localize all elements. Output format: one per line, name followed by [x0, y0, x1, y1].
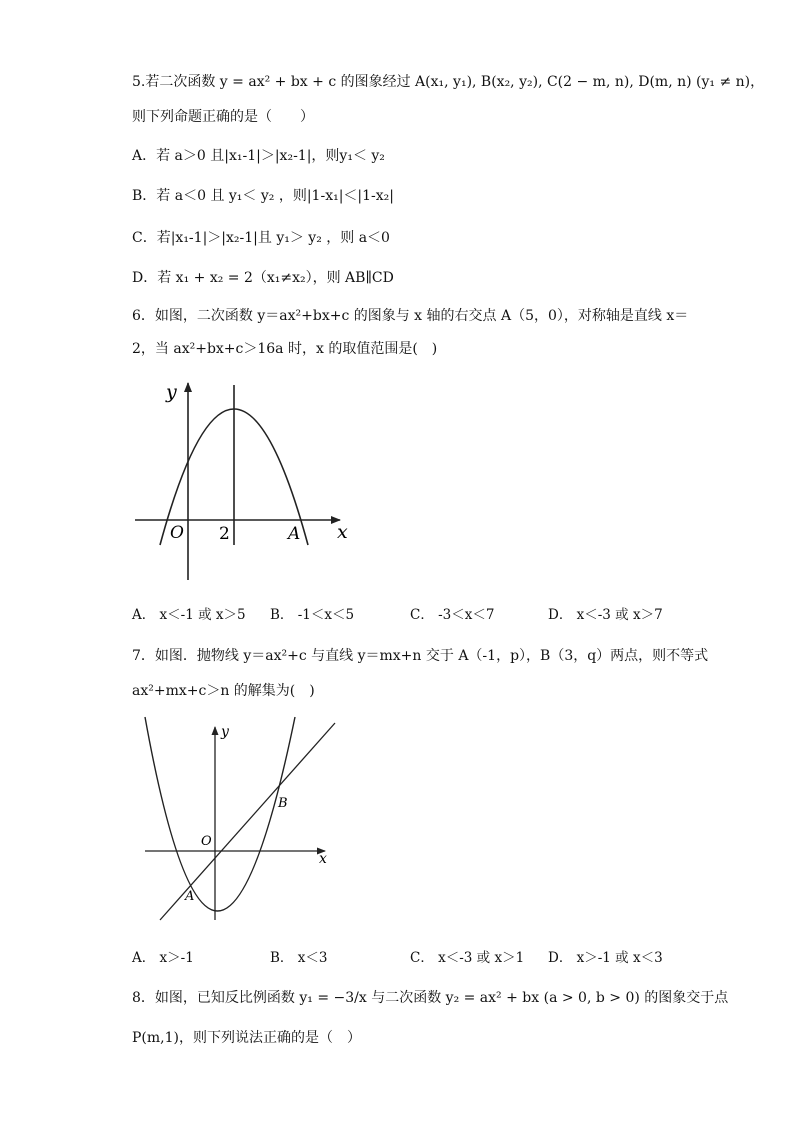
q8-stem: 8．如图，已知反比例函数 y₁ = −3/x 与二次函数 y₂ = ax² + bx (a > 0, b > 0) 的图象交于点	[132, 990, 729, 1006]
q6-option-d[interactable]: D． x＜-3 或 x＞7	[548, 607, 663, 623]
q5-stem: 5.若二次函数 y = ax² + bx + c 的图象经过 A(x₁, y₁), B(x₂, y₂), C(2 − m, n), D(m, n) (y₁ ≠ n)，	[132, 74, 765, 90]
q6-axis-value-label: 2	[219, 524, 230, 544]
q6-option-c[interactable]: C． -3＜x＜7	[410, 607, 495, 623]
q7-options	[132, 946, 672, 966]
q6-y-label: y	[166, 381, 177, 403]
q6-x-label: x	[337, 521, 348, 543]
q7-option-a[interactable]: A． x＞-1	[132, 950, 194, 966]
q6-parabola-figure	[130, 375, 360, 585]
q6-origin-label: O	[170, 523, 184, 543]
q5-stem-2: 则下列命题正确的是（ ）	[132, 109, 314, 125]
q7-origin-label: O	[201, 834, 212, 849]
q6-point-a-label: A	[288, 524, 301, 544]
q7-stem: 7．如图．抛物线 y＝ax²+c 与直线 y＝mx+n 交于 A（-1，p），B（3，q）两点，则不等式	[132, 648, 709, 664]
q7-parabola-line-figure	[135, 715, 345, 925]
q7-x-label: x	[319, 851, 327, 867]
q7-y-label: y	[221, 724, 229, 740]
q6-stem: 6．如图，二次函数 y＝ax²+bx+c 的图象与 x 轴的右交点 A（5，0），对称轴是直线 x＝	[132, 308, 689, 324]
q7-option-c[interactable]: C． x＜-3 或 x＞1	[410, 950, 525, 966]
q5-option-b[interactable]: B．若 a＜0 且 y₁＜ y₂ ，则|1-x₁|＜|1-x₂|	[132, 188, 394, 204]
q5-option-a[interactable]: A．若 a＞0 且|x₁-1|＞|x₂-1|，则y₁＜ y₂	[132, 148, 385, 164]
q7-parabola-curve	[145, 717, 295, 911]
q7-point-b-label: B	[278, 796, 288, 811]
q6-option-b[interactable]: B． -1＜x＜5	[270, 607, 355, 623]
q5-option-d[interactable]: D．若 x₁ + x₂ = 2（x₁≠x₂），则 AB∥CD	[132, 270, 394, 286]
q6-stem-2: 2，当 ax²+bx+c＞16a 时，x 的取值范围是( )	[132, 341, 438, 357]
q6-option-a[interactable]: A． x＜-1 或 x＞5	[132, 607, 246, 623]
q5-option-c[interactable]: C．若|x₁-1|＞|x₂-1|且 y₁＞ y₂ ，则 a＜0	[132, 230, 390, 246]
q7-stem-2: ax²+mx+c＞n 的解集为( )	[132, 683, 315, 699]
q7-point-a-label: A	[185, 889, 195, 904]
q7-option-b[interactable]: B． x＜3	[270, 950, 328, 966]
q6-options	[132, 603, 672, 623]
q8-stem-2: P(m,1)，则下列说法正确的是（ ）	[132, 1030, 361, 1046]
q7-option-d[interactable]: D． x＞-1 或 x＜3	[548, 950, 663, 966]
